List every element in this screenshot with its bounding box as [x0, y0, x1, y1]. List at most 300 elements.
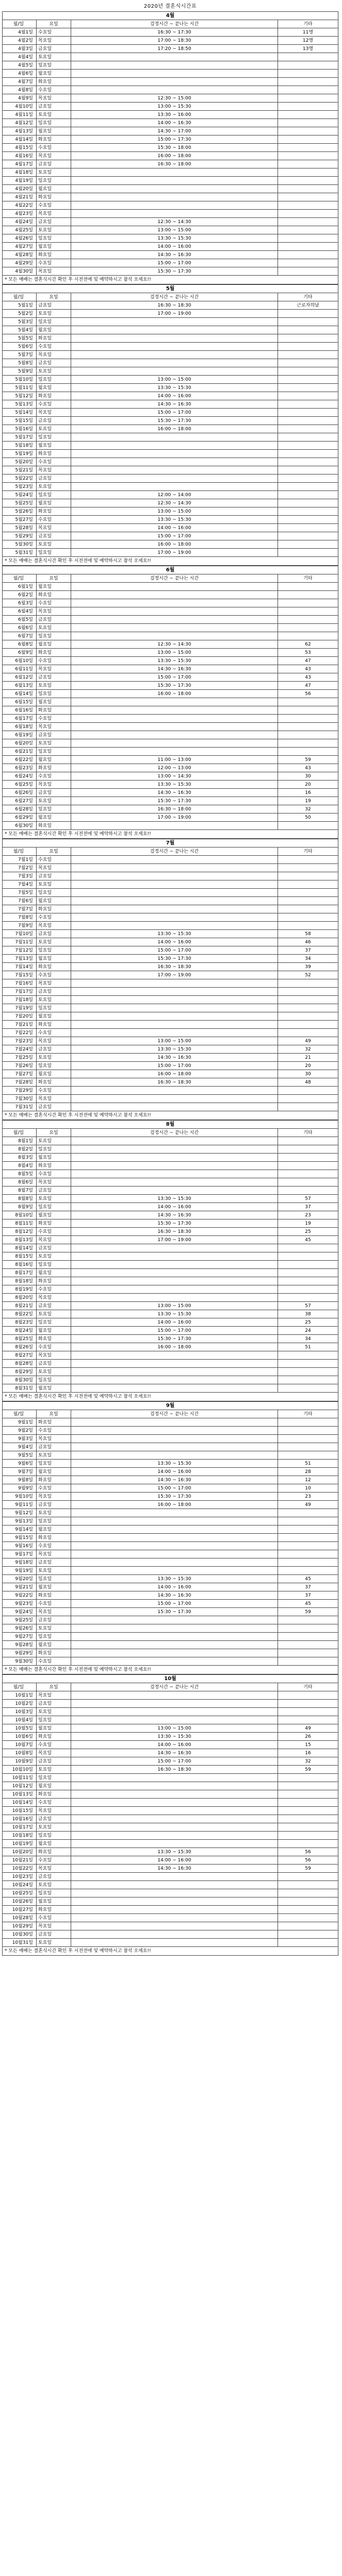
- table-row: [3, 1484, 338, 1493]
- cell-time: [71, 583, 278, 591]
- cell-date: 4월13일: [3, 127, 37, 135]
- cell-date: 4월23일: [3, 210, 37, 218]
- cell-time: [71, 442, 278, 450]
- cell-day: 월요일: [37, 1327, 71, 1335]
- cell-day: 목요일: [37, 1351, 71, 1360]
- cell-day: 금요일: [37, 1103, 71, 1111]
- cell-note: [278, 856, 338, 864]
- table-row: [3, 822, 338, 830]
- cell-note: [278, 1517, 338, 1526]
- table-header-row: [3, 1129, 338, 1137]
- cell-date: 9월3일: [3, 1435, 37, 1443]
- cell-time: 12:00 ~ 13:00: [71, 764, 278, 772]
- table-row: [3, 318, 338, 326]
- cell-day: 월요일: [37, 442, 71, 450]
- cell-date: 7월6일: [3, 897, 37, 905]
- table-row: [3, 1691, 338, 1700]
- table-row: [3, 1608, 338, 1616]
- cell-note: 32: [278, 1045, 338, 1054]
- cell-time: [71, 1708, 278, 1716]
- table-row: [3, 739, 338, 748]
- cell-day: 일요일: [37, 1004, 71, 1012]
- cell-date: 5월29일: [3, 532, 37, 540]
- cell-note: [278, 1774, 338, 1782]
- cell-note: [278, 1451, 338, 1460]
- cell-note: [278, 343, 338, 351]
- cell-date: 10월3일: [3, 1708, 37, 1716]
- table-row: [3, 1451, 338, 1460]
- table-row: [3, 94, 338, 103]
- cell-time: [71, 1277, 278, 1285]
- cell-note: 45: [278, 1575, 338, 1583]
- cell-note: [278, 1881, 338, 1889]
- cell-date: 10월19일: [3, 1840, 37, 1848]
- cell-day: 금요일: [37, 532, 71, 540]
- cell-day: 수요일: [37, 1741, 71, 1749]
- cell-date: 5월25일: [3, 499, 37, 507]
- cell-date: 4월12일: [3, 119, 37, 127]
- cell-note: [278, 144, 338, 152]
- table-row: [3, 1269, 338, 1277]
- cell-day: 수요일: [37, 1484, 71, 1493]
- cell-date: 7월25일: [3, 1054, 37, 1062]
- cell-date: 6월15일: [3, 698, 37, 706]
- cell-date: 9월22일: [3, 1591, 37, 1600]
- cell-day: 목요일: [37, 864, 71, 872]
- table-row: [3, 1170, 338, 1178]
- cell-date: 5월7일: [3, 351, 37, 359]
- table-row: [3, 797, 338, 805]
- cell-date: 8월21일: [3, 1302, 37, 1310]
- table-row: [3, 1004, 338, 1012]
- table-row: [3, 425, 338, 433]
- cell-date: 5월18일: [3, 442, 37, 450]
- cell-time: 13:30 ~ 15:30: [71, 1733, 278, 1741]
- month-section: [2, 1401, 338, 1674]
- table-row: [3, 1799, 338, 1807]
- cell-date: 9월29일: [3, 1649, 37, 1657]
- table-row: [3, 310, 338, 318]
- table-row: [3, 1708, 338, 1716]
- cell-time: [71, 1244, 278, 1252]
- table-row: [3, 1012, 338, 1021]
- cell-time: [71, 996, 278, 1004]
- cell-time: [71, 318, 278, 326]
- cell-note: 16: [278, 1749, 338, 1757]
- cell-date: 9월1일: [3, 1418, 37, 1427]
- month-heading: 6월: [2, 566, 338, 574]
- cell-note: [278, 1170, 338, 1178]
- cell-date: 8월9일: [3, 1203, 37, 1211]
- table-row: [3, 103, 338, 111]
- table-row: [3, 889, 338, 897]
- cell-time: [71, 1840, 278, 1848]
- cell-date: 9월12일: [3, 1509, 37, 1517]
- cell-date: 4월26일: [3, 234, 37, 243]
- cell-time: [71, 1550, 278, 1558]
- table-row: [3, 458, 338, 466]
- cell-time: 14:30 ~ 17:00: [71, 127, 278, 135]
- cell-day: 토요일: [37, 1624, 71, 1633]
- cell-note: [278, 458, 338, 466]
- table-row: [3, 218, 338, 226]
- cell-day: 토요일: [37, 425, 71, 433]
- table-row: [3, 731, 338, 739]
- table-row: [3, 367, 338, 376]
- table-row: [3, 1418, 338, 1427]
- cell-day: 목요일: [37, 152, 71, 160]
- table-row: [3, 28, 338, 37]
- cell-time: 15:30 ~ 17:30: [71, 955, 278, 963]
- cell-date: 4월27일: [3, 243, 37, 251]
- cell-note: [278, 715, 338, 723]
- cell-note: [278, 549, 338, 557]
- table-row: [3, 1054, 338, 1062]
- cell-time: 14:00 ~ 16:00: [71, 1583, 278, 1591]
- cell-note: [278, 1376, 338, 1384]
- cell-day: 일요일: [37, 1318, 71, 1327]
- table-row: [3, 53, 338, 61]
- cell-date: 8월16일: [3, 1261, 37, 1269]
- cell-date: 9월20일: [3, 1575, 37, 1583]
- cell-date: 5월14일: [3, 409, 37, 417]
- table-row: [3, 243, 338, 251]
- cell-date: 7월13일: [3, 955, 37, 963]
- cell-time: 13:30 ~ 15:30: [71, 1045, 278, 1054]
- cell-day: 화요일: [37, 649, 71, 657]
- cell-time: 17:20 ~ 18:50: [71, 45, 278, 53]
- cell-note: [278, 86, 338, 94]
- cell-day: 금요일: [37, 789, 71, 797]
- cell-time: [71, 1832, 278, 1840]
- cell-date: 6월3일: [3, 599, 37, 607]
- cell-day: 수요일: [37, 1600, 71, 1608]
- cell-date: 4월28일: [3, 251, 37, 259]
- cell-date: 9월21일: [3, 1583, 37, 1591]
- cell-time: 14:00 ~ 16:00: [71, 1468, 278, 1476]
- cell-date: 9월4일: [3, 1443, 37, 1451]
- table-row: [3, 913, 338, 922]
- cell-date: 5월15일: [3, 417, 37, 425]
- cell-time: 15:00 ~ 17:00: [71, 259, 278, 267]
- table-row: [3, 1236, 338, 1244]
- cell-date: 8월1일: [3, 1137, 37, 1145]
- cell-time: 16:30 ~ 18:30: [71, 1228, 278, 1236]
- cell-date: 5월5일: [3, 334, 37, 343]
- cell-day: 목요일: [37, 1550, 71, 1558]
- cell-time: [71, 1633, 278, 1641]
- cell-note: 34: [278, 1335, 338, 1343]
- table-row: [3, 922, 338, 930]
- cell-time: 15:00 ~ 17:30: [71, 135, 278, 144]
- cell-note: [278, 450, 338, 458]
- cell-date: 9월10일: [3, 1493, 37, 1501]
- cell-day: 화요일: [37, 1906, 71, 1914]
- cell-day: 일요일: [37, 946, 71, 955]
- cell-date: 10월18일: [3, 1832, 37, 1840]
- cell-date: 7월31일: [3, 1103, 37, 1111]
- cell-time: [71, 61, 278, 70]
- table-row: [3, 673, 338, 682]
- cell-date: 8월3일: [3, 1154, 37, 1162]
- cell-date: 9월7일: [3, 1468, 37, 1476]
- cell-day: 월요일: [37, 756, 71, 764]
- cell-day: 일요일: [37, 1145, 71, 1154]
- cell-day: 토요일: [37, 310, 71, 318]
- cell-date: 10월27일: [3, 1906, 37, 1914]
- cell-time: [71, 351, 278, 359]
- cell-time: [71, 1509, 278, 1517]
- table-row: [3, 1285, 338, 1294]
- cell-day: 화요일: [37, 251, 71, 259]
- cell-date: 4월9일: [3, 94, 37, 103]
- cell-date: 5월6일: [3, 343, 37, 351]
- cell-time: [71, 698, 278, 706]
- cell-note: 37: [278, 1591, 338, 1600]
- cell-note: 28: [278, 1468, 338, 1476]
- cell-day: 금요일: [37, 218, 71, 226]
- cell-note: 43: [278, 673, 338, 682]
- table-row: [3, 1873, 338, 1881]
- cell-date: 6월14일: [3, 690, 37, 698]
- cell-day: 월요일: [37, 1154, 71, 1162]
- cell-time: [71, 1897, 278, 1906]
- cell-time: 13:30 ~ 15:30: [71, 384, 278, 392]
- cell-note: [278, 376, 338, 384]
- cell-date: 9월16일: [3, 1542, 37, 1550]
- table-row: [3, 45, 338, 53]
- table-row: [3, 955, 338, 963]
- month-section: [2, 566, 338, 839]
- cell-date: 5월12일: [3, 392, 37, 400]
- table-row: [3, 400, 338, 409]
- table-row: [3, 474, 338, 483]
- table-row: [3, 1351, 338, 1360]
- table-row: [3, 1509, 338, 1517]
- cell-day: 화요일: [37, 1848, 71, 1856]
- cell-note: [278, 1137, 338, 1145]
- cell-note: [278, 1922, 338, 1930]
- cell-date: 9월5일: [3, 1451, 37, 1460]
- cell-note: [278, 1657, 338, 1666]
- cell-date: 5월20일: [3, 458, 37, 466]
- table-row: [3, 1848, 338, 1856]
- cell-time: [71, 1922, 278, 1930]
- table-row: [3, 698, 338, 706]
- cell-day: 토요일: [37, 1766, 71, 1774]
- cell-time: 13:30 ~ 15:30: [71, 234, 278, 243]
- cell-day: 일요일: [37, 805, 71, 814]
- cell-note: 30: [278, 772, 338, 781]
- cell-time: [71, 599, 278, 607]
- cell-day: 금요일: [37, 731, 71, 739]
- cell-day: 수요일: [37, 1542, 71, 1550]
- cell-note: [278, 326, 338, 334]
- cell-note: [278, 1930, 338, 1939]
- cell-note: [278, 1542, 338, 1550]
- cell-date: 4월7일: [3, 78, 37, 86]
- table-row: [3, 905, 338, 913]
- cell-time: 17:00 ~ 19:00: [71, 814, 278, 822]
- cell-time: [71, 474, 278, 483]
- cell-note: [278, 1145, 338, 1154]
- cell-date: 4월3일: [3, 45, 37, 53]
- cell-date: 8월6일: [3, 1178, 37, 1187]
- cell-time: [71, 334, 278, 343]
- cell-date: 8월11일: [3, 1219, 37, 1228]
- cell-time: 15:00 ~ 17:00: [71, 673, 278, 682]
- cell-date: 7월19일: [3, 1004, 37, 1012]
- cell-date: 4월17일: [3, 160, 37, 168]
- cell-note: [278, 1889, 338, 1897]
- cell-time: [71, 1004, 278, 1012]
- cell-date: 8월7일: [3, 1187, 37, 1195]
- header-note: 기타: [278, 1129, 338, 1137]
- table-row: [3, 1376, 338, 1384]
- cell-day: 목요일: [37, 979, 71, 988]
- cell-day: 목요일: [37, 723, 71, 731]
- cell-date: 8월25일: [3, 1335, 37, 1343]
- cell-time: [71, 706, 278, 715]
- cell-time: [71, 1376, 278, 1384]
- cell-note: [278, 267, 338, 276]
- table-row: [3, 392, 338, 400]
- cell-note: 32: [278, 1757, 338, 1766]
- cell-day: 일요일: [37, 177, 71, 185]
- table-row: [3, 1534, 338, 1542]
- cell-day: 목요일: [37, 922, 71, 930]
- table-row: [3, 1815, 338, 1823]
- cell-time: [71, 1790, 278, 1799]
- cell-date: 4월1일: [3, 28, 37, 37]
- cell-time: 15:00 ~ 17:00: [71, 1757, 278, 1766]
- cell-note: 38: [278, 1310, 338, 1318]
- table-row: [3, 135, 338, 144]
- cell-note: [278, 111, 338, 119]
- table-row: [3, 616, 338, 624]
- cell-day: 목요일: [37, 1037, 71, 1045]
- cell-time: [71, 1187, 278, 1195]
- document-title: 2020년 결혼식시간표: [143, 4, 197, 9]
- cell-time: 13:00 ~ 15:00: [71, 1724, 278, 1733]
- table-row: [3, 417, 338, 425]
- cell-time: [71, 856, 278, 864]
- cell-note: 62: [278, 640, 338, 649]
- cell-note: [278, 996, 338, 1004]
- cell-time: [71, 723, 278, 731]
- cell-date: 6월22일: [3, 756, 37, 764]
- cell-note: [278, 1351, 338, 1360]
- cell-note: [278, 210, 338, 218]
- cell-note: [278, 491, 338, 499]
- cell-time: [71, 1691, 278, 1700]
- cell-note: [278, 1244, 338, 1252]
- cell-day: 금요일: [37, 1244, 71, 1252]
- cell-note: 51: [278, 1343, 338, 1351]
- cell-day: 금요일: [37, 1815, 71, 1823]
- cell-note: 11명: [278, 28, 338, 37]
- table-row: [3, 409, 338, 417]
- cell-date: 7월30일: [3, 1095, 37, 1103]
- cell-date: 7월4일: [3, 880, 37, 889]
- table-row: [3, 226, 338, 234]
- cell-note: [278, 1906, 338, 1914]
- table-row: [3, 1203, 338, 1211]
- cell-time: [71, 177, 278, 185]
- cell-date: 8월14일: [3, 1244, 37, 1252]
- cell-date: 10월6일: [3, 1733, 37, 1741]
- cell-date: 5월24일: [3, 491, 37, 499]
- cell-note: [278, 822, 338, 830]
- cell-date: 10월23일: [3, 1873, 37, 1881]
- cell-date: 6월13일: [3, 682, 37, 690]
- cell-day: 화요일: [37, 1277, 71, 1285]
- cell-date: 10월30일: [3, 1930, 37, 1939]
- table-row: [3, 61, 338, 70]
- cell-note: [278, 425, 338, 433]
- cell-date: 10월10일: [3, 1766, 37, 1774]
- cell-date: 10월8일: [3, 1749, 37, 1757]
- cell-time: [71, 1567, 278, 1575]
- cell-date: 9월14일: [3, 1526, 37, 1534]
- cell-time: [71, 1368, 278, 1376]
- cell-day: 목요일: [37, 409, 71, 417]
- cell-time: 17:00 ~ 19:00: [71, 971, 278, 979]
- schedule-table: [2, 293, 338, 557]
- cell-date: 8월30일: [3, 1376, 37, 1384]
- cell-date: 6월11일: [3, 665, 37, 673]
- cell-note: [278, 168, 338, 177]
- cell-day: 토요일: [37, 880, 71, 889]
- cell-note: 23: [278, 1211, 338, 1219]
- table-row: [3, 1881, 338, 1889]
- month-heading: 9월: [2, 1401, 338, 1410]
- table-row: [3, 897, 338, 905]
- header-time: 검정시간 ~ 끝나는 시간: [71, 1683, 278, 1691]
- table-row: [3, 1641, 338, 1649]
- table-row: [3, 326, 338, 334]
- table-row: [3, 1774, 338, 1782]
- cell-day: 월요일: [37, 1012, 71, 1021]
- cell-day: 금요일: [37, 1558, 71, 1567]
- cell-note: [278, 1187, 338, 1195]
- cell-date: 4월2일: [3, 37, 37, 45]
- cell-day: 금요일: [37, 417, 71, 425]
- header-day: 요일: [37, 848, 71, 856]
- table-row: [3, 1277, 338, 1285]
- cell-time: [71, 1103, 278, 1111]
- cell-time: 15:00 ~ 17:00: [71, 1484, 278, 1493]
- cell-note: 20: [278, 1062, 338, 1070]
- table-row: [3, 880, 338, 889]
- schedule-table: [2, 1128, 338, 1393]
- cell-time: 15:30 ~ 17:30: [71, 1493, 278, 1501]
- table-row: [3, 1832, 338, 1840]
- cell-time: [71, 979, 278, 988]
- cell-note: 58: [278, 930, 338, 938]
- cell-time: [71, 1435, 278, 1443]
- notice-text: * 모든 예배는 결혼식시간 확인 후 시전전에 및 예약하시고 참석 오세요!!: [2, 276, 338, 284]
- cell-time: [71, 343, 278, 351]
- table-row: [3, 805, 338, 814]
- table-row: [3, 1029, 338, 1037]
- cell-date: 5월4일: [3, 326, 37, 334]
- cell-day: 일요일: [37, 61, 71, 70]
- cell-note: 19: [278, 1219, 338, 1228]
- cell-day: 수요일: [37, 400, 71, 409]
- table-row: [3, 930, 338, 938]
- cell-time: 13:30 ~ 15:30: [71, 516, 278, 524]
